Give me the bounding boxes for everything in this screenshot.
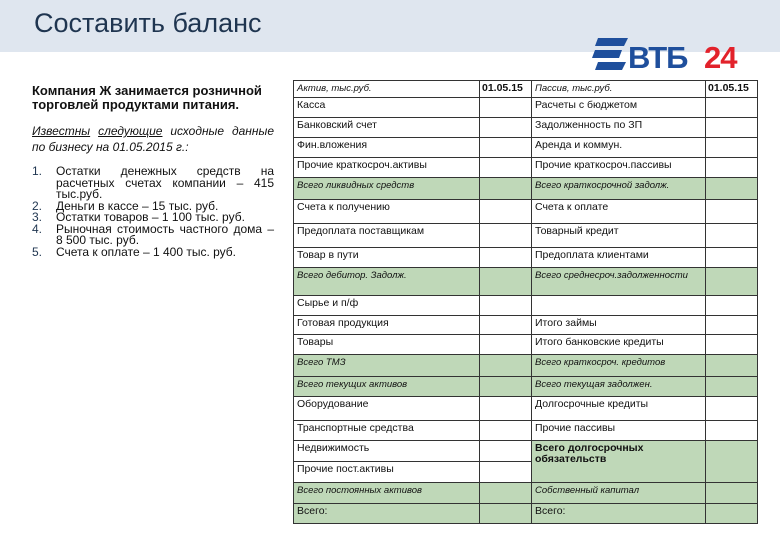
- table-row: [294, 377, 758, 397]
- liability-value-cell[interactable]: [706, 98, 758, 118]
- asset-value-cell[interactable]: [480, 158, 532, 178]
- vtb24-logo: [592, 34, 752, 78]
- asset-total-cell[interactable]: [480, 377, 532, 397]
- liability-total-cell[interactable]: [706, 268, 758, 296]
- list-item: 3. Остатки товаров – 1 100 тыс. руб.: [32, 210, 245, 224]
- liability-grand-total-cell[interactable]: [706, 504, 758, 524]
- facts-list: [32, 166, 274, 258]
- vtb-emblem-icon: [592, 34, 632, 74]
- table-row: [294, 248, 758, 268]
- liability-label: Итого займы: [532, 316, 706, 335]
- table-row: [294, 158, 758, 178]
- asset-total-label: Всего дебитор. Задолж.: [294, 268, 480, 296]
- liability-label: Долгосрочные кредиты: [532, 397, 706, 421]
- liability-value-cell[interactable]: [706, 316, 758, 335]
- liability-label: Задолженность по ЗП: [532, 118, 706, 138]
- liability-value-cell[interactable]: [706, 421, 758, 441]
- liability-empty-label: [532, 296, 706, 316]
- list-item: 5. Счета к оплате – 1 400 тыс. руб.: [32, 244, 237, 259]
- table-row: [294, 296, 758, 316]
- asset-header: Актив, тыс.руб.: [294, 81, 480, 98]
- liability-value-cell[interactable]: [706, 296, 758, 316]
- asset-label: Прочие краткосроч.активы: [294, 158, 480, 178]
- liability-label: Товарный кредит: [532, 224, 706, 248]
- asset-date-header: 01.05.15: [480, 81, 532, 98]
- known-word-2: следующие: [98, 124, 163, 138]
- table-row: [294, 224, 758, 248]
- equity-label: Собственный капитал: [532, 483, 706, 504]
- asset-label: Прочие пост.активы: [294, 462, 480, 483]
- table-header-row: [294, 81, 758, 98]
- asset-label: Предоплата поставщикам: [294, 224, 480, 248]
- asset-value-cell[interactable]: [480, 441, 532, 462]
- asset-value-cell[interactable]: [480, 335, 532, 355]
- logo-brand-text: ВТБ: [628, 40, 688, 75]
- asset-value-cell[interactable]: [480, 248, 532, 268]
- asset-label: Фин.вложения: [294, 138, 480, 158]
- liability-label: Расчеты с бюджетом: [532, 98, 706, 118]
- asset-label: Оборудование: [294, 397, 480, 421]
- liability-total-label: Всего среднесроч.задолженности: [532, 268, 706, 296]
- liability-label: Прочие пассивы: [532, 421, 706, 441]
- asset-total-label: Всего ТМЗ: [294, 355, 480, 377]
- asset-grand-total-cell[interactable]: [480, 504, 532, 524]
- known-rest: исходные данные по бизнесу на 01.05.2015 г.:: [32, 124, 274, 154]
- asset-label: Недвижимость: [294, 441, 480, 462]
- liability-grand-total-label: Всего:: [532, 504, 706, 524]
- task-panel: [32, 84, 274, 258]
- asset-grand-total-label: Всего:: [294, 504, 480, 524]
- asset-value-cell[interactable]: [480, 200, 532, 224]
- liability-total-label: Всего долгосрочных обязательств: [532, 441, 706, 483]
- table-row: [294, 335, 758, 355]
- table-row: [294, 441, 758, 462]
- asset-total-cell[interactable]: [480, 268, 532, 296]
- liability-total-label: Всего текущая задолжен.: [532, 377, 706, 397]
- asset-value-cell[interactable]: [480, 296, 532, 316]
- liability-value-cell[interactable]: [706, 248, 758, 268]
- liability-value-cell[interactable]: [706, 200, 758, 224]
- asset-value-cell[interactable]: [480, 138, 532, 158]
- company-description: Компания Ж занимается розничной торговлей продуктами питания.: [32, 83, 262, 112]
- asset-value-cell[interactable]: [480, 118, 532, 138]
- asset-label: Счета к получению: [294, 200, 480, 224]
- liability-value-cell[interactable]: [706, 397, 758, 421]
- table-row: [294, 118, 758, 138]
- asset-label: Сырье и п/ф: [294, 296, 480, 316]
- table-row: [294, 178, 758, 200]
- liability-value-cell[interactable]: [706, 158, 758, 178]
- asset-total-label: Всего текущих активов: [294, 377, 480, 397]
- table-row: [294, 483, 758, 504]
- asset-value-cell[interactable]: [480, 224, 532, 248]
- asset-label: Товар в пути: [294, 248, 480, 268]
- liability-value-cell[interactable]: [706, 335, 758, 355]
- known-data-intro: [32, 123, 274, 155]
- asset-value-cell[interactable]: [480, 397, 532, 421]
- liability-label: Предоплата клиентами: [532, 248, 706, 268]
- logo-number-text: 24: [704, 40, 737, 75]
- asset-total-cell[interactable]: [480, 355, 532, 377]
- asset-value-cell[interactable]: [480, 98, 532, 118]
- liability-date-header: 01.05.15: [706, 81, 758, 98]
- asset-label: Банковский счет: [294, 118, 480, 138]
- liability-label: Счета к оплате: [532, 200, 706, 224]
- table-row: [294, 355, 758, 377]
- liability-total-cell[interactable]: [706, 178, 758, 200]
- liability-total-cell[interactable]: [706, 441, 758, 483]
- asset-label: Транспортные средства: [294, 421, 480, 441]
- list-item: 4. Рыночная стоимость частного дома – 8 500 тыс. руб.: [32, 221, 274, 247]
- table-row: [294, 138, 758, 158]
- table-row: [294, 200, 758, 224]
- liability-label: Аренда и коммун.: [532, 138, 706, 158]
- asset-total-label: Всего постоянных активов: [294, 483, 480, 504]
- list-item: 2. Деньги в кассе – 15 тыс. руб.: [32, 198, 219, 213]
- asset-label: Товары: [294, 335, 480, 355]
- asset-value-cell[interactable]: [480, 421, 532, 441]
- asset-value-cell[interactable]: [480, 462, 532, 483]
- liability-total-label: Всего краткосрочной задолж.: [532, 178, 706, 200]
- known-word-1: Известны: [32, 124, 91, 138]
- asset-total-cell[interactable]: [480, 178, 532, 200]
- list-item: 1. Остатки денежных средств на расчетных счетах компании – 415 тыс.руб.: [32, 164, 274, 201]
- asset-label: Касса: [294, 98, 480, 118]
- asset-label: Готовая продукция: [294, 316, 480, 335]
- table-row: [294, 316, 758, 335]
- table-row: [294, 421, 758, 441]
- liability-total-cell[interactable]: [706, 355, 758, 377]
- liability-value-cell[interactable]: [706, 118, 758, 138]
- table-row: [294, 504, 758, 524]
- asset-total-label: Всего ликвидных средств: [294, 178, 480, 200]
- table-row: [294, 98, 758, 118]
- liability-total-cell[interactable]: [706, 377, 758, 397]
- liability-value-cell[interactable]: [706, 224, 758, 248]
- asset-value-cell[interactable]: [480, 316, 532, 335]
- table-row: [294, 397, 758, 421]
- asset-total-cell[interactable]: [480, 483, 532, 504]
- equity-value-cell[interactable]: [706, 483, 758, 504]
- liability-header: Пассив, тыс.руб.: [532, 81, 706, 98]
- liability-label: Итого банковские кредиты: [532, 335, 706, 355]
- balance-table: [293, 80, 758, 524]
- liability-total-label: Всего краткосроч. кредитов: [532, 355, 706, 377]
- liability-label: Прочие краткосроч.пассивы: [532, 158, 706, 178]
- slide-title: Составить баланс: [34, 8, 262, 38]
- table-row: [294, 268, 758, 296]
- liability-value-cell[interactable]: [706, 138, 758, 158]
